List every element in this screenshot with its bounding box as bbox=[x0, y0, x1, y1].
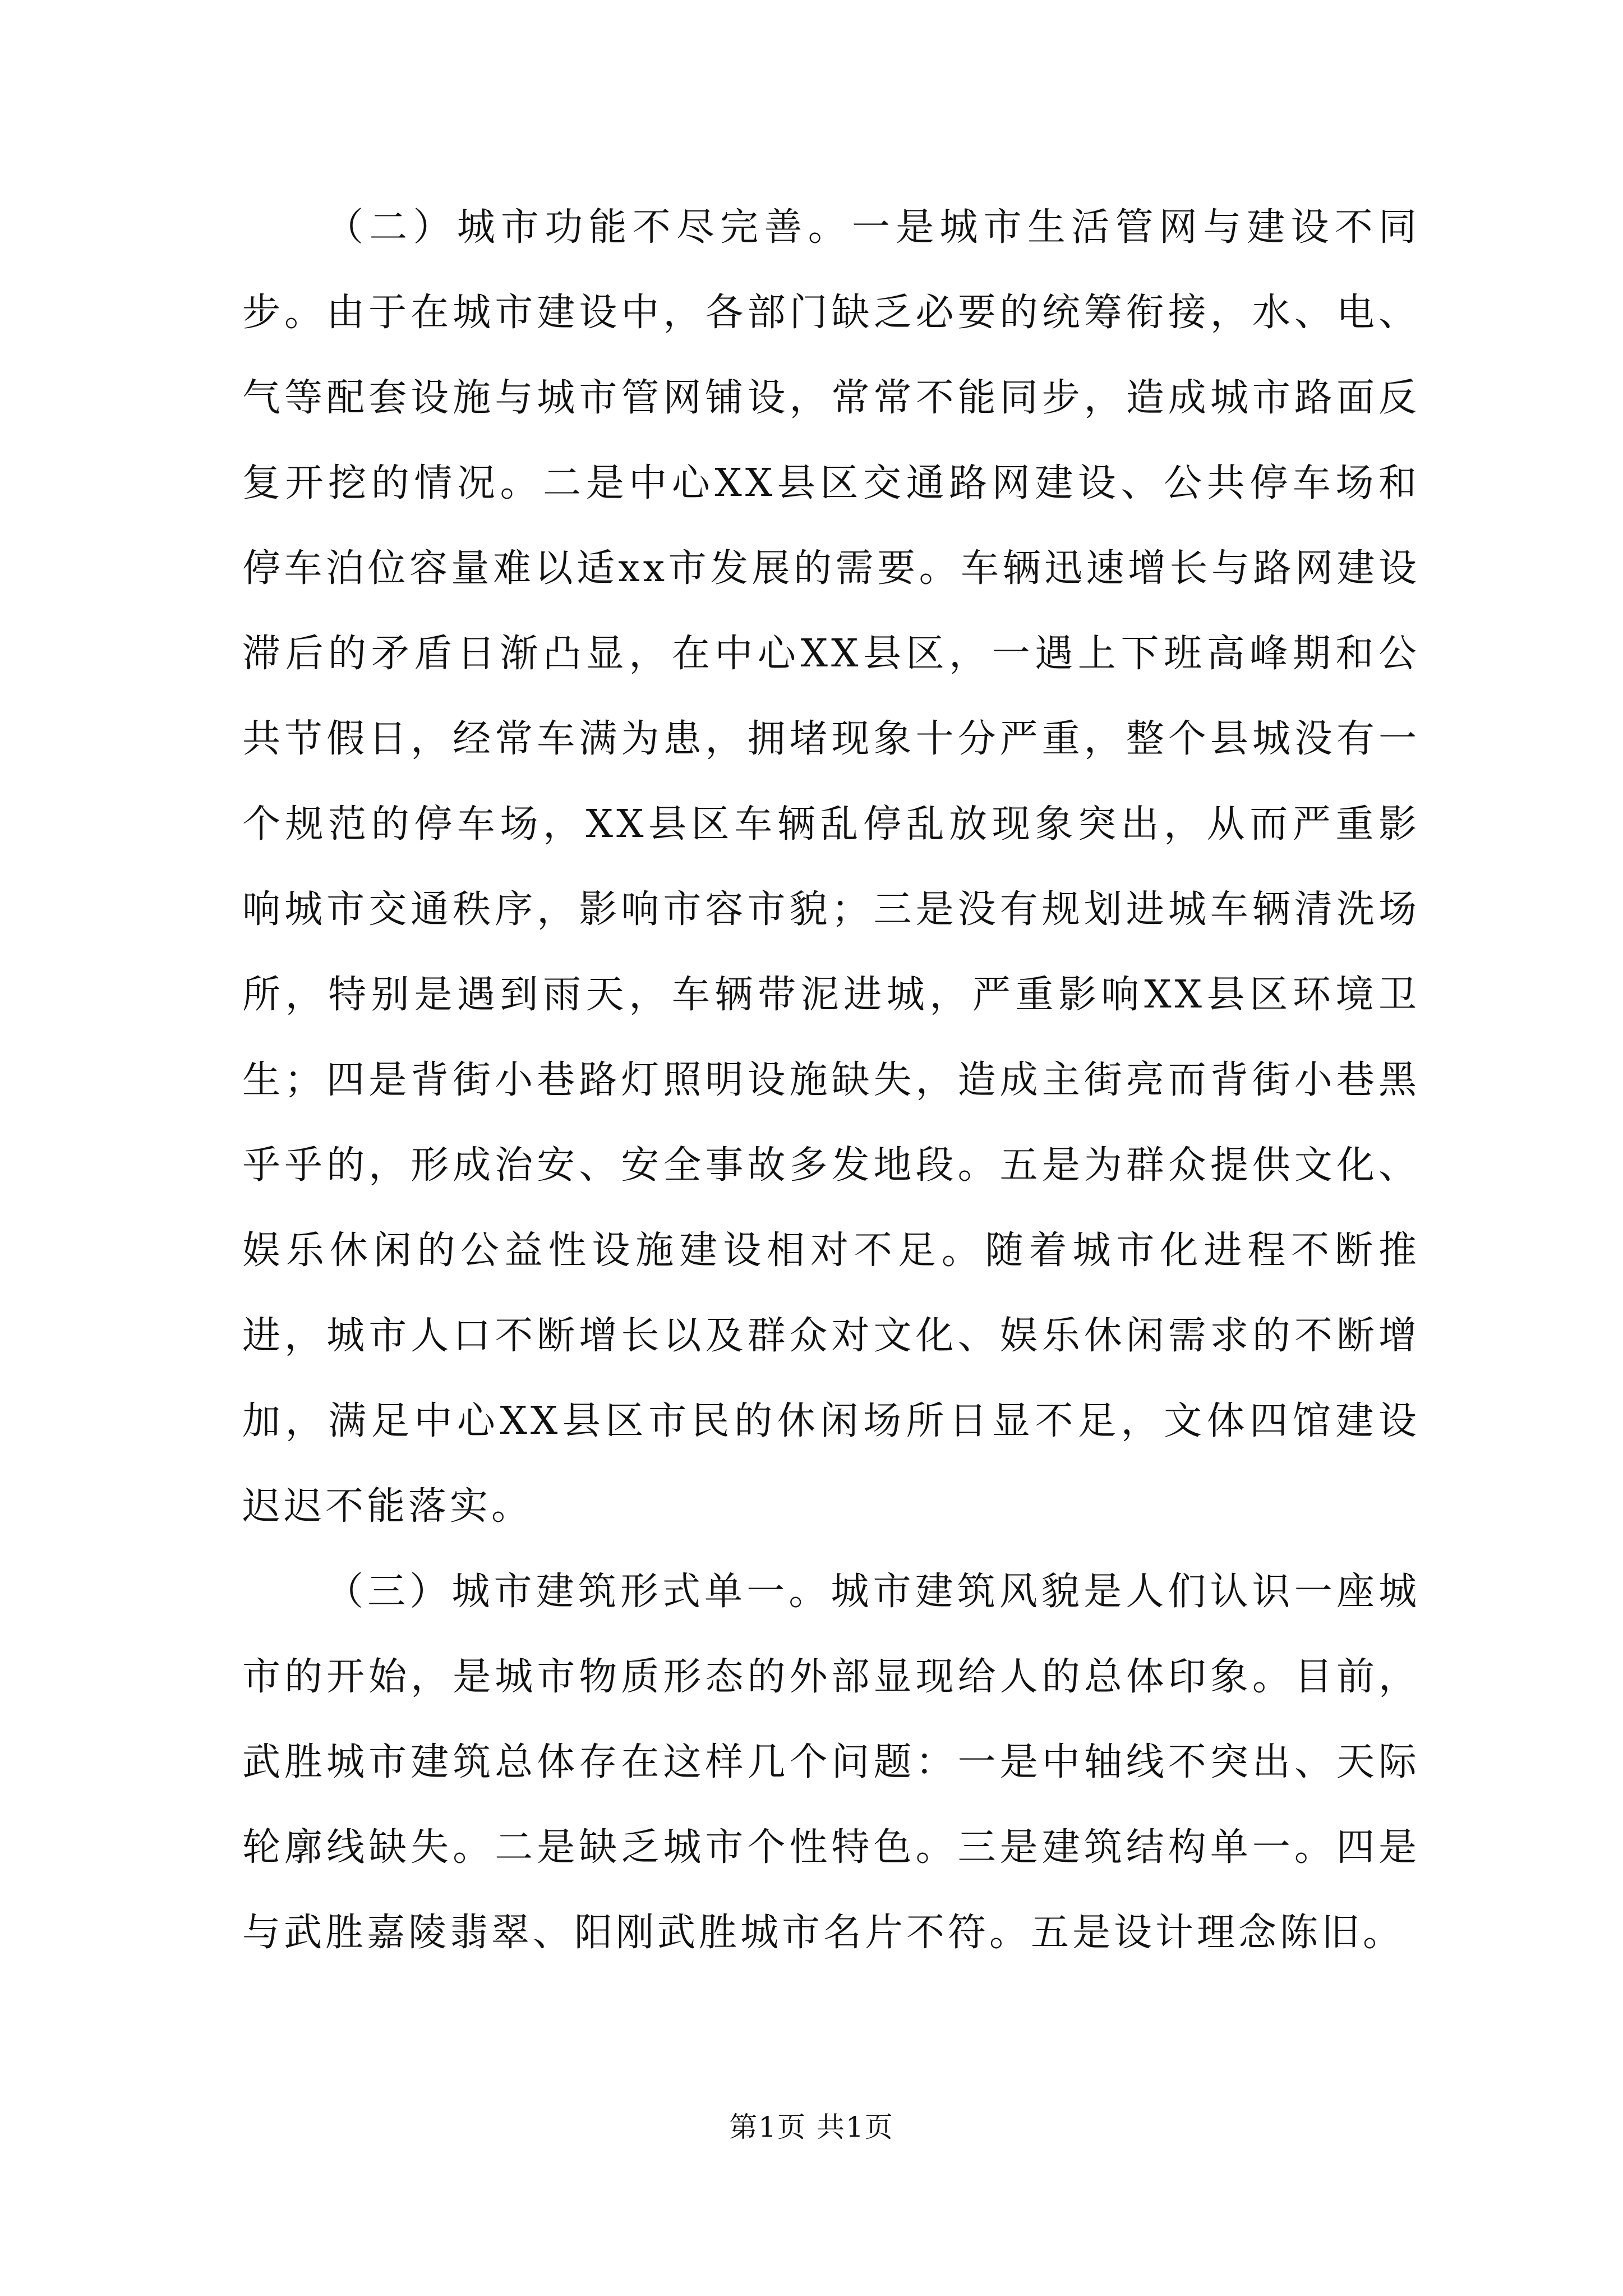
paragraph-city-functions: （二）城市功能不尽完善。一是城市生活管网与建设不同步。由于在城市建设中，各部门缺乏必要的统筹衔接，水、电、气等配套设施与城市管网铺设，常常不能同步，造成城市路面反复开挖的情况。二是中心XX县区交通路网建设、公共停车场和停车泊位容量难以适xx市发展的需要。车辆迅速增长与路网建设滞后的矛盾日渐凸显，在中心XX县区，一遇上下班高峰期和公共节假日，经常车满为患，拥堵现象十分严重，整个县城没有一个规范的停车场，XX县区车辆乱停乱放现象突出，从而严重影响城市交通秩序，影响市容市貌；三是没有规划进城车辆清洗场所，特别是遇到雨天，车辆带泥进城，严重影响XX县区环境卫生；四是背街小巷路灯照明设施缺失，造成主街亮而背街小巷黑乎乎的，形成治安、安全事故多发地段。五是为群众提供文化、娱乐休闲的公益性设施建设相对不足。随着城市化进程不断推进，城市人口不断增长以及群众对文化、娱乐休闲需求的不断增加，满足中心XX县区市民的休闲场所日显不足，文体四馆建设迟迟不能落实。 bbox=[242, 205, 1420, 1529]
page-footer: 第1页 共1页 bbox=[729, 2111, 894, 2143]
document-body bbox=[242, 185, 1420, 1976]
paragraph-building-forms: （三）城市建筑形式单一。城市建筑风貌是人们认识一座城市的开始，是城市物质形态的外部显现给人的总体印象。目前，武胜城市建筑总体存在这样几个问题：一是中轴线不突出、天际轮廓线缺失。二是缺乏城市个性特色。三是建筑结构单一。四是与武胜嘉陵翡翠、阳刚武胜城市名片不符。五是设计理念陈旧。 bbox=[242, 1570, 1420, 1955]
